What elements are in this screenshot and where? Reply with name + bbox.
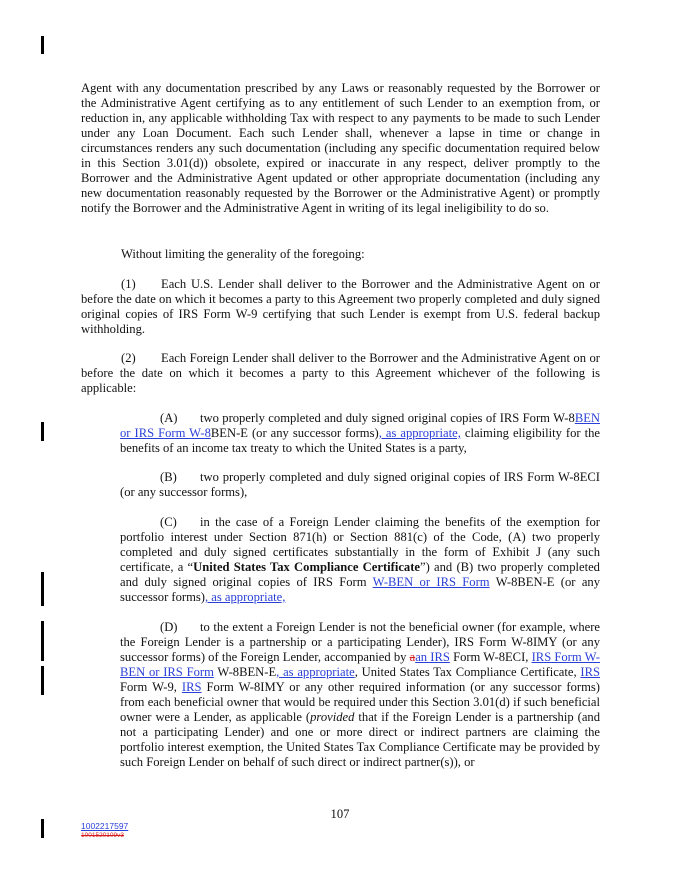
- clause-number: (C): [160, 515, 177, 529]
- deleted-text: a: [409, 650, 416, 664]
- change-bar: [41, 36, 44, 54]
- change-bar: [41, 666, 44, 695]
- change-bar: [41, 621, 44, 661]
- inserted-text: IRS: [580, 665, 601, 679]
- inserted-text: , as appropriate,: [378, 426, 461, 440]
- subclause-b: (B) two properly completed and duly signed original copies of IRS Form W-8ECI (or any successor forms),: [120, 470, 600, 499]
- inserted-text: , as appropriate: [276, 665, 355, 679]
- paragraph-foreign-lender: (2) Each Foreign Lender shall deliver to the Borrower and the Administrative Agent on or before the date on which it becomes a party to this Agreement whichever of the following is applicable:: [81, 351, 600, 395]
- clause-number: (D): [160, 620, 178, 634]
- document-id: 1002217597: [81, 821, 129, 831]
- emphasis-text: provided: [310, 710, 355, 724]
- paragraph-without-limiting: Without limiting the generality of the foregoing:: [121, 247, 365, 261]
- inserted-text: IRS Form W-BEN or IRS Form: [120, 650, 601, 679]
- inserted-text: , as appropriate,: [204, 590, 286, 604]
- paragraph-us-lender: (1) Each U.S. Lender shall deliver to the Borrower and the Administrative Agent on or before the date on which it becomes a party to this Agreement two properly completed and duly signed original copies of IRS Form W-9 certifying that such Lender is exempt from U.S. federal backup withholding.: [81, 277, 600, 336]
- inserted-text: BEN or IRS Form W-8: [120, 411, 600, 440]
- clause-number: (1): [121, 277, 136, 291]
- change-bar: [41, 422, 44, 441]
- defined-term: United States Tax Compliance Certificate: [193, 560, 420, 574]
- subclause-d: (D) to the extent a Foreign Lender is not the beneficial owner (for example, where the Foreign Lender is a partnership or a participating Lender), IRS Form W-8IMY (or any successor forms) of the Foreign Lender, accompanied by aan IRS Form W-8ECI, IRS Form W-BEN or IRS Form W-8BEN-E, as appropriate, United States Tax Compliance Certificate, IRS Form W-9, IRS Form W-8IMY or any other required information (or any successor forms) from each beneficial owner that would be required under this Section 3.01(d) if such beneficial owner were a Lender, as applicable (provided that if the Foreign Lender is a partnership (and not a participating Lender) and one or more direct or indirect partners are claiming the portfolio interest exemption, the United States Tax Compliance Certificate may be provided by such Foreign Lender on behalf of such direct or indirect partner(s)), or: [120, 620, 601, 769]
- document-id-deleted: 1001520109v3: [81, 832, 125, 839]
- clause-number: (2): [121, 351, 136, 365]
- change-bar: [41, 572, 44, 606]
- subclause-c: (C) in the case of a Foreign Lender claiming the benefits of the exemption for portfolio interest under Section 871(h) or Section 881(c) of the Code, (A) two properly completed and duly signed certificates substantially in the form of Exhibit J (any such certificate, a “United States Tax Compliance Certificate”) and (B) two properly completed and duly signed original copies of IRS Form W-BEN or IRS Form W-8BEN-E (or any successor forms), as appropriate,: [120, 515, 601, 604]
- subclause-a: (A) two properly completed and duly signed original copies of IRS Form W-8BEN or IRS Form W-8BEN-E (or any successor forms), as appropriate, claiming eligibility for the benefits of an income tax treaty to which the United States is a party,: [120, 411, 601, 455]
- paragraph-agent-documentation: Agent with any documentation prescribed by any Laws or reasonably requested by the Borrower or the Administrative Agent certifying as to any entitlement of such Lender to an exemption from, or reduction in, any applicable withholding Tax with respect to any payments to be made to such Lender under any Loan Document. Each such Lender shall, whenever a lapse in time or change in circumstances renders any such documentation (including any specific documentation required below in this Section 3.01(d)) obsolete, expired or inaccurate in any respect, deliver promptly to the Borrower and the Administrative Agent updated or other appropriate documentation (including any new documentation reasonably requested by the Borrower or the Administrative Agent) or promptly notify the Borrower and the Administrative Agent in writing of its legal ineligibility to do so.: [81, 81, 600, 215]
- page-number: 107: [330, 807, 350, 821]
- clause-number: (A): [160, 411, 178, 425]
- inserted-text: IRS: [181, 680, 202, 694]
- inserted-text: W-BEN or IRS Form: [372, 575, 490, 589]
- clause-number: (B): [160, 470, 177, 484]
- inserted-text: an IRS: [415, 650, 450, 664]
